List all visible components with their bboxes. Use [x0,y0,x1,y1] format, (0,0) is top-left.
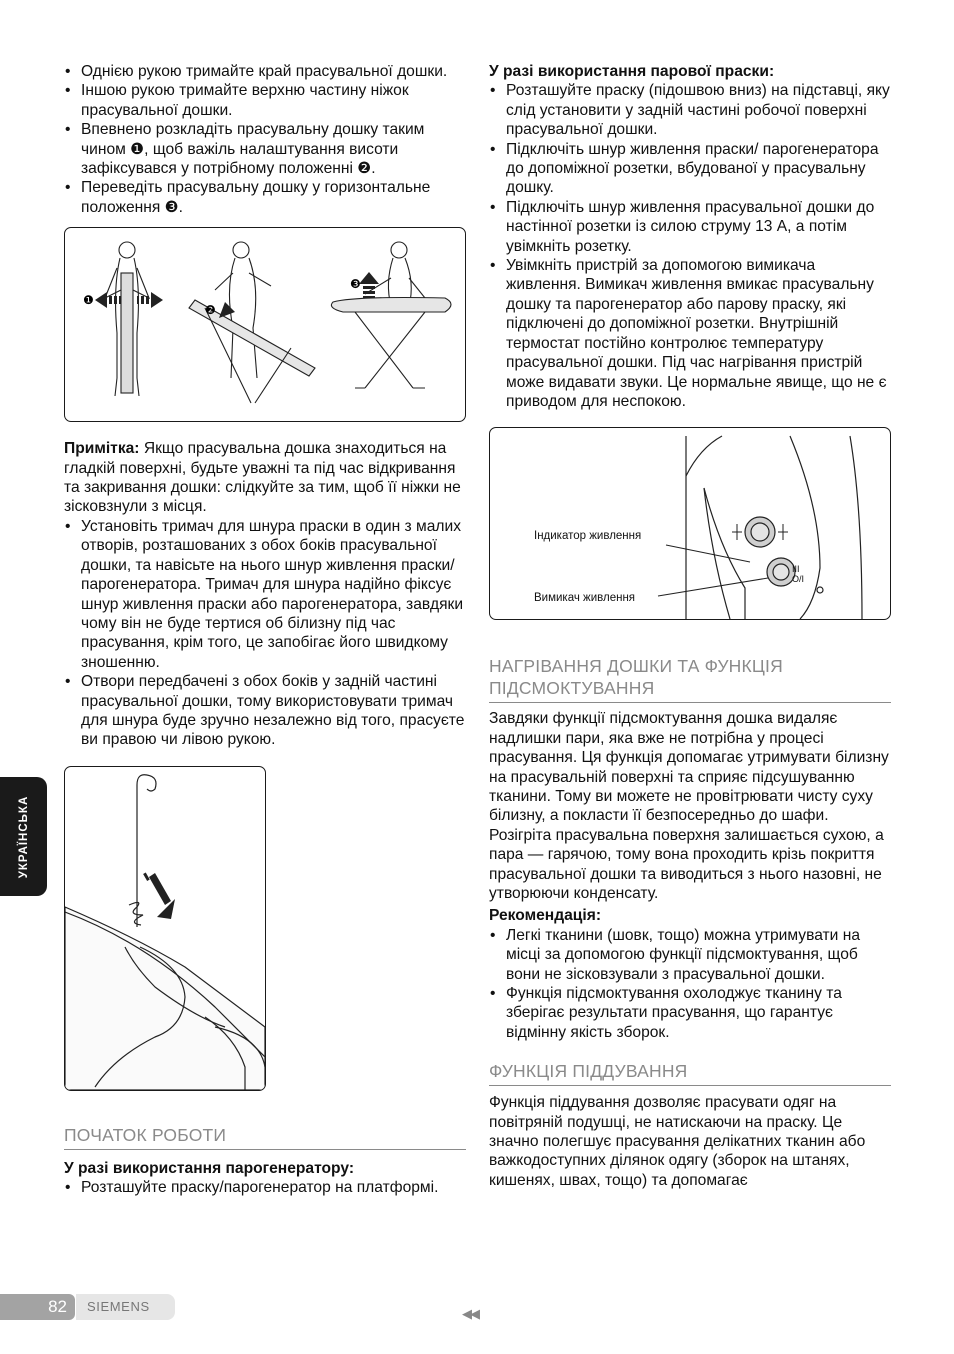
fig-marker-1: ❶ [83,293,94,308]
left-column [64,62,466,1198]
recommendation-subhead: Рекомендація: [489,907,602,925]
steam-iron-subhead: У разі використання парової праски: [489,63,775,80]
list-item: • Підключіть шнур живлення праски/ парогенератора до допоміжної розетки, вбудованої у прасувальну дошку. [489,140,891,198]
list-item: • Функція підсмоктування охолоджує тканину та зберігає результати прасування, що гарантує відмінну якість зборок. [489,984,891,1042]
list-item: • Однією рукою тримайте край прасувальної дошки. [64,62,466,81]
list-item: • Підключіть шнур живлення прасувальної дошки до настінної розетки із силою струму 13 А, а потім увімкніть розетку. [489,198,891,256]
cord-holder-figure [64,766,266,1091]
intro-bullet-list [64,62,466,217]
list-item: • Увімкніть пристрій за допомогою вимикача живлення. Вимикач живлення вмикає прасувальну дошку та парогенератор або парову праску, які підключені до допоміжної розетки. Внутрішній термостат постійно контролює температуру прасувальної дошки. Під час нагрівання пристрій може видавати звуки. Це нормальне явище, що не є приводом для неспокою. [489,256,891,411]
list-item: • Розташуйте праску (підошвою вниз) на підставці, яку слід установити у задній частині робочої поверхні прасувальної дошки. [489,81,891,139]
note-label: Примітка: [64,440,140,458]
cord-holder-illustration [65,767,265,1090]
list-item: • Іншою рукою тримайте верхню частину ніжок прасувальної дошки. [64,81,466,120]
language-label: УКРАЇНСЬКА [17,795,30,878]
list-item: • Легкі тканини (шовк, тощо) можна утримувати на місці за допомогою функції підсмоктування, щоб вони не зісковзували з прасувальної дошки. [489,926,891,984]
right-column [489,62,891,1190]
note-paragraph [64,439,466,517]
section-blowing-title: ФУНКЦІЯ ПІДДУВАННЯ [489,1060,891,1086]
list-item: • Переведіть прасувальну дошку у горизонтальне положення ❸. [64,178,466,217]
page-number: 82 [0,1294,75,1320]
unfolding-illustration [65,228,465,421]
recommendation-bullet-list [489,926,891,1042]
note-text: Якщо прасувальна дошка знаходиться на гладкій поверхні, будьте уважні та під час відкривання та закривання дошки: слідкуйте за тим, щоб її ніжки не зісковзнули з місця. [64,440,461,516]
nav-arrows-icon[interactable]: ◀◀ [462,1306,478,1321]
fig-marker-2: ❷ [205,303,216,318]
steam-iron-bullet-list [489,81,891,411]
fig-marker-3: ❸ [350,277,361,292]
switch-marks: III O/I [792,564,805,585]
list-item: • Впевнено розкладіть прасувальну дошку таким чином ❶, щоб важіль налаштування висоти зафіксувався у потрібному положенні ❷. [64,120,466,178]
control-panel-figure [489,427,891,620]
generator-bullet-list [64,1178,466,1197]
power-switch-label: Вимикач живлення [534,592,636,605]
list-item: • Розташуйте праску/парогенератор на платформі. [64,1178,466,1197]
brand-label: SIEMENS [76,1294,175,1320]
section-heating-title: НАГРІВАННЯ ДОШКИ ТА ФУНКЦІЯ ПІДСМОКТУВАННЯ [489,655,891,703]
note-bullet-list [64,517,466,750]
power-indicator-label: Індикатор живлення [534,530,642,543]
unfolding-board-figure [64,227,466,422]
generator-subhead: У разі використання парогенератору: [64,1159,355,1177]
language-side-tab [0,777,47,896]
heating-paragraph: Завдяки функції підсмоктування дошка видаляє надлишки пари, яка вже не потрібна у процесі прасування. Ця функція допомагає утримувати білизну на прасувальній поверхні та сприяє підсушуванню тканини. Тому ви можете не провітрювати чисту суху білизну, а покласти її безпосередньо до шафи. Розігріта прасувальна поверхня залишається сухою, а пара — гарячою, тому вона проходить крізь покриття прасувальної дошки та виводиться з нього назовні, не утворюючи конденсату. [489,710,889,902]
list-item: • Отвори передбачені з обох боків у задній частині прасувальної дошки, тому використовувати тримач для шнура буде зручно незалежно від того, прасуєте ви правою чи лівою рукою. [64,672,466,750]
list-item: • Установіть тримач для шнура праски в один з малих отворів, розташованих з обох боків прасувальної дошки, та навісьте на нього шнур живлення праски/парогенератора. Тримач для шнура надійно фіксує шнур живлення праски або парогенератора, завдяки чому він не буде тертися об білизну під час прасування, крім того, це запобігає його швидкому зношенню. [64,517,466,672]
section-start-title: ПОЧАТОК РОБОТИ [64,1124,466,1150]
blowing-paragraph: Функція піддування дозволяє прасувати одяг на повітряній подушці, не натискаючи на праску. Це значно полегшує прасування делікатних тканин або важкодоступних ділянок одягу (зборок на штанях, кишенях, швах, тощо) та допомагає [489,1094,866,1189]
